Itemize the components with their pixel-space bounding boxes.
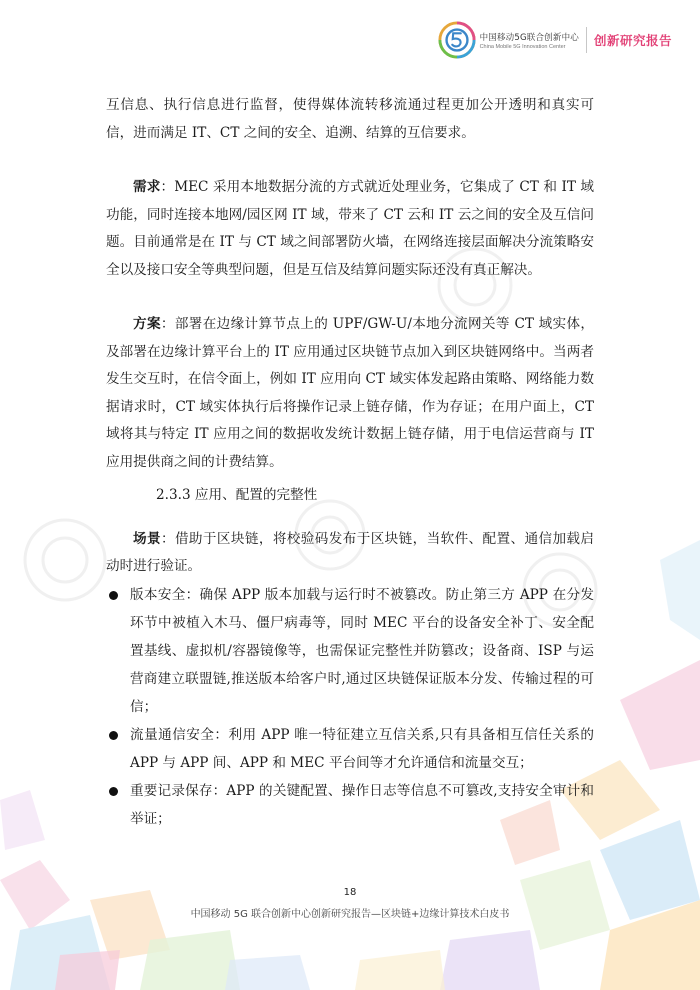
section-heading: 2.3.3 应用、配置的完整性 (156, 487, 318, 503)
list-item (106, 581, 594, 721)
solution-text: ：部署在边缘计算节点上的 UPF/GW-U/本地分流网关等 CT 域实体，及部署在边缘计算平台上的 IT 应用通过区块链节点加入到区块链网络中。当两者发生交互时，在信令面上，例如 IT 应用向 CT 域实体发起路由策略、网络能力数据请求时，CT 域实体执行后将操作记录上链存储，作为存证；在用户面上，CT 域将其与特定 IT 应用之间的数据收发统计数据上链存储，用于电信运营商与 IT 应用提供商之间的计费结算。 (106, 316, 595, 470)
deco-shape (440, 930, 540, 990)
deco-shape (355, 950, 445, 990)
bullet-dot-icon (109, 591, 118, 600)
report-label: 创新研究报告 (593, 33, 672, 48)
list-item-text: 重要记录保存：APP 的关键配置、操作日志等信息不可篡改,支持安全审计和举证； (130, 782, 594, 827)
bullet-dot-icon (109, 731, 118, 740)
logo-5g-icon (438, 21, 476, 59)
deco-shape (225, 955, 310, 990)
bullet-list (106, 581, 594, 833)
demand-paragraph (106, 174, 594, 284)
demand-label: 需求 (133, 179, 161, 195)
demand-text: ：MEC 采用本地数据分流的方式就近处理业务，它集成了 CT 和 IT 域功能，同时连接本地网/园区网 IT 域，带来了 CT 云和 IT 云之间的安全及互信问题。目前通常是在 IT 与 CT 域之间部署防火墙，在网络连接层面解决分流策略安全以及接口安全等典型问题，但是互信及结算问题实际还没有真正解决。 (106, 179, 594, 278)
list-item-text: 流量通信安全：利用 APP 唯一特征建立互信关系,只有具备相互信任关系的 APP 与 APP 间、APP 和 MEC 平台间等才允许通信和流量交互； (130, 726, 594, 771)
list-item (106, 721, 594, 777)
page-header (438, 20, 672, 60)
list-item-text: 版本安全：确保 APP 版本加载与运行时不被篡改。防止第三方 APP 在分发环节中被植入木马、僵尸病毒等，同时 MEC 平台的设备安全补丁、安全配置基线、虚拟机/容器镜像等，也需保证完整性并防篡改；设备商、ISP 与运营商建立联盟链,推送版本给客户时,通过区块链保证版本分发、传输过程的可信； (130, 586, 594, 715)
org-name-cn: 中国移动5G联合创新中心 (479, 32, 579, 43)
deco-shape (0, 790, 45, 850)
list-item (106, 777, 594, 833)
document-body (106, 92, 594, 833)
solution-label: 方案 (133, 316, 161, 332)
watermark-left (25, 520, 105, 600)
scene-text: ：借助于区块链，将校验码发布于区块链，当软件、配置、通信加载启动时进行验证。 (106, 530, 595, 574)
scene-label: 场景 (133, 530, 161, 547)
deco-shape (55, 950, 120, 990)
scene-paragraph (106, 526, 594, 581)
solution-paragraph (106, 311, 594, 476)
bullet-dot-icon (109, 787, 118, 796)
header-divider (586, 27, 587, 53)
footer-title: 中国移动 5G 联合创新中心创新研究报告—区块链+边缘计算技术白皮书 (190, 909, 510, 920)
page-number: 18 (343, 887, 357, 898)
deco-shape (620, 660, 700, 770)
org-name-en: China Mobile 5G Innovation Center (479, 43, 566, 50)
deco-shape (660, 540, 700, 640)
intro-paragraph: 互信息、执行信息进行监督，使得媒体流转移流通过程更加公开透明和真实可信，进而满足 IT、CT 之间的安全、追溯、结算的互信要求。 (106, 97, 594, 141)
